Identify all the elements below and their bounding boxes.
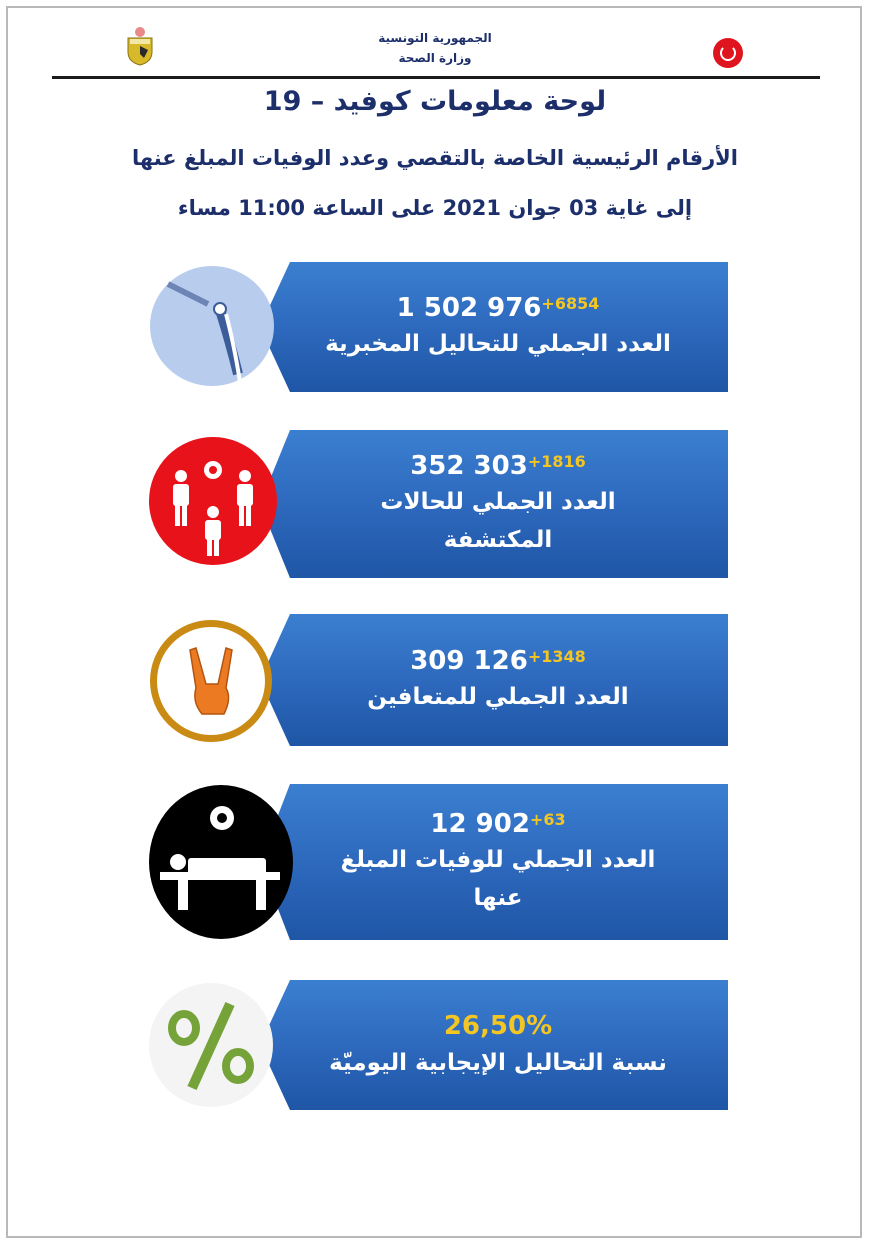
stat-value: 26,50% [443, 1011, 553, 1041]
stat-label: نسبة التحاليل الإيجابية اليوميّة [329, 1050, 667, 1076]
stat-delta: +63 [529, 810, 566, 829]
stat-label: العدد الجملي للحالات المكتشفة [380, 489, 616, 553]
card-total-cases [148, 430, 728, 578]
card-text [278, 262, 718, 392]
stat-delta: +1348 [527, 647, 586, 666]
tunisia-coat-of-arms-icon [124, 26, 156, 66]
header-text [335, 28, 535, 68]
card-text [278, 430, 718, 578]
swab-test-icon [148, 264, 276, 388]
stat-value: 12 $902^{+63}$ [430, 809, 566, 839]
stat-value: 309 $126^{+1348}$ [410, 646, 586, 676]
red-crescent-anchor-icon [713, 38, 743, 68]
card-total-recovered [148, 614, 728, 746]
republic-name: الجمهورية التونسية [378, 31, 492, 45]
victory-hand-icon [148, 618, 274, 744]
stat-value: 352 $303^{+1816}$ [410, 451, 586, 481]
subtitle-line2: إلى غاية 03 جوان 2021 على الساعة 11:00 مساء [177, 196, 693, 220]
stat-delta: +6854 [541, 294, 600, 313]
ministry-name: وزارة الصحة [398, 51, 472, 65]
page-title: لوحة معلومات كوفيد – 19 [263, 86, 607, 117]
card-positivity-rate [148, 980, 728, 1110]
header [0, 0, 870, 80]
stat-delta: +1816 [527, 452, 586, 471]
card-text [278, 980, 718, 1110]
people-virus-icon [148, 436, 278, 566]
patient-bed-virus-icon [148, 784, 294, 940]
stat-label: العدد الجملي للتحاليل المخبرية [325, 331, 671, 357]
percent-icon [148, 982, 274, 1108]
stat-value: 1 502 $976^{+6854}$ [396, 293, 600, 323]
subtitle-line1: الأرقام الرئيسية الخاصة بالتقصي وعدد الوفيات المبلغ عنها [131, 146, 738, 170]
card-text [278, 614, 718, 746]
stat-label: العدد الجملي للوفيات المبلغ عنها [340, 847, 656, 911]
card-total-tests [148, 262, 728, 392]
card-text [278, 784, 718, 940]
card-total-deaths [148, 784, 728, 940]
stat-label: العدد الجملي للمتعافين [367, 684, 629, 710]
header-divider [52, 76, 820, 79]
